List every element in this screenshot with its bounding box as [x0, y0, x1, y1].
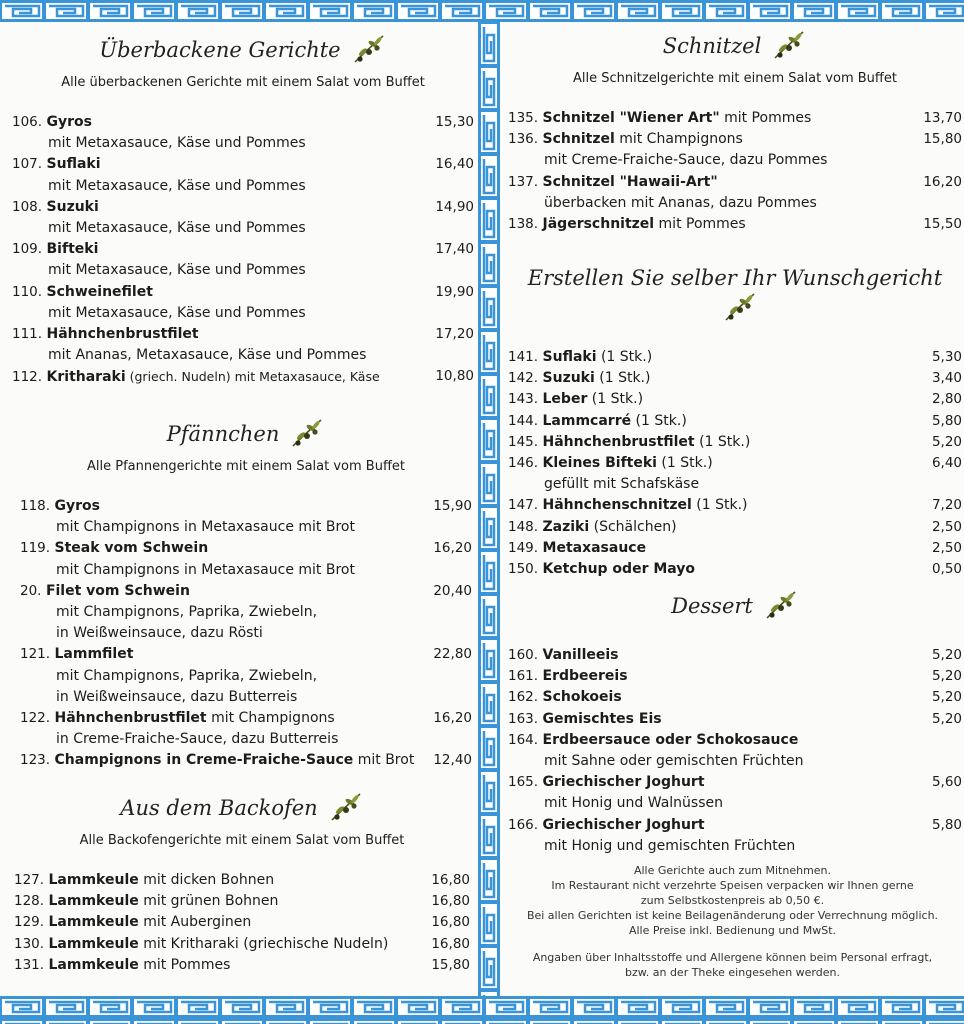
item-name: Suzuki: [542, 370, 595, 387]
item-number: 119.: [20, 540, 51, 557]
menu-item: [12, 366, 474, 387]
olive-branch-icon: [289, 416, 325, 455]
item-number: 131.: [14, 956, 45, 973]
item-extra: mit dicken Bohnen: [138, 872, 275, 888]
menu-item: [508, 815, 962, 836]
item-price: 2,80: [931, 391, 962, 408]
menu-section-pf-nnchen: [20, 416, 472, 771]
item-number: 112.: [12, 369, 43, 386]
item-price: 15,80: [923, 131, 962, 148]
footer-line: Alle Preise inkl. Bedienung und MwSt.: [628, 924, 837, 937]
menu-section-aus-dem-backofen: [14, 790, 470, 976]
item-name: Gyros: [46, 114, 92, 130]
item-extra: mit Pommes: [138, 956, 231, 973]
item-number: 129.: [14, 914, 45, 931]
item-name: Lammkeule: [48, 893, 139, 910]
item-price: 5,80: [931, 412, 962, 429]
menu-item: [508, 368, 962, 389]
menu-item: [14, 934, 470, 955]
menu-item: [14, 870, 470, 891]
item-extra: (Schälchen): [589, 518, 677, 535]
item-price: 2,50: [931, 539, 962, 556]
item-name: Schokoeis: [542, 689, 622, 706]
item-number: 142.: [508, 370, 539, 387]
item-extra: (griech. Nudeln) mit Metaxasauce, Käse: [125, 369, 380, 385]
item-price: 5,20: [931, 710, 962, 727]
section-title-text: Schnitzel: [662, 34, 762, 58]
greek-key-border-bottom: [0, 996, 964, 1024]
item-number: 163.: [508, 710, 539, 727]
menu-item: [12, 112, 474, 133]
item-number: 107.: [12, 156, 43, 173]
menu-item: [12, 197, 474, 218]
item-number: 164.: [508, 731, 539, 748]
footer-line: Angaben über Inhaltsstoffe und Allergene können beim Personal erfragt,: [532, 951, 933, 964]
item-price: 5,20: [931, 668, 962, 685]
menu-item: [508, 517, 962, 538]
item-price: 7,20: [931, 497, 962, 514]
item-name: Lammkeule: [48, 914, 139, 931]
menu-item: [20, 708, 472, 729]
item-extra: (1 Stk.): [587, 391, 644, 408]
item-name: Steak vom Schwein: [54, 540, 209, 557]
footer-line: bzw. an der Theke eingesehen werden.: [625, 966, 840, 979]
item-description: in Weißweinsauce, dazu Rösti: [56, 625, 263, 642]
item-price: 16,80: [431, 914, 470, 931]
section-subtitle: Alle Schnitzelgerichte mit einem Salat vom Buffet: [573, 71, 897, 86]
menu-item: [508, 108, 962, 129]
item-price: 5,60: [931, 774, 962, 791]
item-name: Leber: [542, 391, 588, 408]
footer-line: Alle Gerichte auch zum Mitnehmen.: [633, 864, 832, 877]
menu-item: [20, 644, 472, 665]
item-price: 16,80: [431, 893, 470, 910]
item-price: 16,20: [923, 173, 962, 190]
item-name: Bifteki: [46, 241, 99, 258]
item-price: 16,80: [431, 935, 470, 952]
section-title-text: Überbackene Gerichte: [99, 38, 341, 62]
item-description: mit Champignons, Paprika, Zwiebeln,: [56, 667, 318, 684]
item-number: 20.: [20, 582, 42, 599]
item-number: 122.: [20, 709, 51, 726]
item-price: 0,50: [931, 560, 962, 577]
item-name: Schnitzel "Hawaii-Art": [542, 173, 718, 190]
item-number: 135.: [508, 110, 539, 126]
item-name: Hähnchenbrustfilet: [46, 325, 199, 342]
item-number: 130.: [14, 935, 45, 952]
section-title-text: Pfännchen: [166, 422, 280, 446]
item-name: Kleines Bifteki: [542, 454, 657, 471]
item-number: 138.: [508, 215, 539, 232]
menu-item: [12, 282, 474, 303]
item-extra: mit Champignons: [206, 709, 335, 726]
menu-item: [508, 645, 962, 666]
footer-line: zum Selbstkostenpreis ab 0,50 €.: [640, 894, 825, 907]
menu-item: [508, 453, 962, 474]
item-name: Champignons in Creme-Fraiche-Sauce: [54, 752, 354, 769]
item-name: Lammfilet: [54, 646, 134, 663]
item-name: Zaziki: [542, 518, 590, 535]
menu-section-erstellen-sie-selber-ihr-wunschgericht: [508, 266, 962, 580]
olive-branch-icon: [351, 32, 387, 71]
item-price: 20,40: [433, 582, 472, 599]
item-description: mit Champignons in Metaxasauce mit Brot: [56, 519, 355, 536]
item-name: Erdbeersauce oder Schokosauce: [542, 731, 799, 748]
menu-items: [508, 108, 962, 235]
item-price: 13,70: [923, 110, 962, 126]
menu-item: [20, 538, 472, 559]
section-title: [508, 588, 962, 627]
menu-item: [508, 687, 962, 708]
menu-item: [12, 324, 474, 345]
item-price: 5,20: [931, 433, 962, 450]
item-name: Jägerschnitzel: [542, 215, 655, 232]
menu-item: [12, 154, 474, 175]
item-number: 106.: [12, 114, 43, 130]
item-number: 165.: [508, 774, 539, 791]
section-title-text: Aus dem Backofen: [120, 796, 318, 820]
section-title: [508, 266, 962, 329]
item-number: 128.: [14, 893, 45, 910]
item-name: Lammkeule: [48, 872, 139, 888]
item-number: 166.: [508, 816, 539, 833]
item-price: 16,40: [435, 156, 474, 173]
item-name: Hähnchenbrustfilet: [54, 709, 207, 726]
item-description: mit Metaxasauce, Käse und Pommes: [48, 135, 306, 152]
section-title: [508, 28, 962, 67]
menu-item: [508, 432, 962, 453]
item-number: 136.: [508, 131, 539, 148]
item-price: 15,80: [431, 956, 470, 973]
item-description: mit Metaxasauce, Käse und Pommes: [48, 219, 306, 236]
item-number: 144.: [508, 412, 539, 429]
item-name: Suflaki: [542, 349, 597, 365]
item-name: Schnitzel: [542, 131, 615, 148]
item-extra: (1 Stk.): [596, 349, 653, 365]
item-extra: (1 Stk.): [656, 454, 713, 471]
section-title-text: Erstellen Sie selber Ihr Wunschgericht: [527, 266, 943, 290]
item-price: 16,80: [431, 872, 470, 888]
item-price: 19,90: [435, 283, 474, 300]
item-name: Filet vom Schwein: [45, 582, 190, 599]
footer-line: Im Restaurant nicht verzehrte Speisen verpacken wir Ihnen gerne: [551, 879, 914, 892]
menu-item: [20, 581, 472, 602]
item-description: mit Sahne oder gemischten Früchten: [544, 752, 804, 769]
item-number: 127.: [14, 872, 45, 888]
menu-item: [508, 411, 962, 432]
item-extra: mit Brot: [353, 752, 415, 769]
menu-item: [508, 772, 962, 793]
menu-item: [508, 389, 962, 410]
item-number: 161.: [508, 668, 539, 685]
section-subtitle: Alle Backofengerichte mit einem Salat vom Buffet: [79, 833, 405, 848]
item-name: Lammkeule: [48, 935, 139, 952]
greek-key-border-center: [478, 22, 500, 996]
item-name: Hähnchenbrustfilet: [542, 433, 695, 450]
item-name: Hähnchenschnitzel: [542, 497, 692, 514]
item-extra: (1 Stk.): [691, 497, 748, 514]
menu-item: [14, 912, 470, 933]
item-number: 123.: [20, 752, 51, 769]
item-name: Lammkeule: [48, 956, 139, 973]
item-name: Griechischer Joghurt: [542, 774, 705, 791]
item-price: 15,50: [923, 215, 962, 232]
item-name: Suflaki: [46, 156, 101, 173]
item-name: Suzuki: [46, 198, 99, 215]
olive-branch-icon: [763, 588, 799, 627]
menu-item: [508, 347, 962, 368]
menu-section-berbackene-gerichte: [12, 32, 474, 387]
item-description: in Weißweinsauce, dazu Butterreis: [56, 688, 298, 705]
item-name: Schnitzel "Wiener Art": [542, 110, 720, 126]
item-number: 149.: [508, 539, 539, 556]
item-description: mit Creme-Fraiche-Sauce, dazu Pommes: [544, 152, 828, 169]
item-description: mit Champignons, Paprika, Zwiebeln,: [56, 603, 318, 620]
item-extra: (1 Stk.): [594, 370, 651, 387]
item-extra: mit Pommes: [654, 215, 746, 232]
olive-branch-icon: [722, 290, 758, 329]
menu-item: [14, 891, 470, 912]
item-number: 137.: [508, 173, 539, 190]
menu-item: [508, 129, 962, 150]
menu-item: [508, 730, 962, 751]
item-description: überbacken mit Ananas, dazu Pommes: [544, 194, 817, 211]
item-extra: mit Auberginen: [138, 914, 252, 931]
menu-item: [12, 239, 474, 260]
item-number: 110.: [12, 283, 43, 300]
menu-item: [20, 750, 472, 771]
item-extra: mit Pommes: [719, 110, 812, 126]
item-extra: mit Champignons: [614, 131, 743, 148]
menu-items: [12, 112, 474, 387]
footer-line: Bei allen Gerichten ist keine Beilagenänderung oder Verrechnung möglich.: [526, 909, 939, 922]
section-title: [20, 416, 472, 455]
item-extra: mit Kritharaki (griechische Nudeln): [138, 935, 389, 952]
menu-items: [20, 496, 472, 771]
menu-section-schnitzel: [508, 28, 962, 235]
item-number: 148.: [508, 518, 539, 535]
item-number: 150.: [508, 560, 539, 577]
menu-item: [508, 709, 962, 730]
item-number: 147.: [508, 497, 539, 514]
section-subtitle: Alle überbackenen Gerichte mit einem Salat vom Buffet: [61, 75, 425, 90]
item-price: 15,30: [435, 114, 474, 130]
item-number: 143.: [508, 391, 539, 408]
item-extra: mit grünen Bohnen: [138, 893, 279, 910]
item-description: gefüllt mit Schafskäse: [544, 476, 700, 493]
item-description: mit Champignons in Metaxasauce mit Brot: [56, 561, 355, 578]
menu-item: [20, 496, 472, 517]
section-title: [12, 32, 474, 71]
item-price: 17,40: [435, 241, 474, 258]
item-name: Gemischtes Eis: [542, 710, 662, 727]
olive-branch-icon: [771, 28, 807, 67]
item-number: 108.: [12, 198, 43, 215]
item-number: 145.: [508, 433, 539, 450]
greek-key-border-top: [0, 0, 964, 22]
item-price: 17,20: [435, 325, 474, 342]
item-number: 146.: [508, 454, 539, 471]
item-price: 6,40: [931, 454, 962, 471]
menu-item: [14, 955, 470, 976]
item-price: 2,50: [931, 518, 962, 535]
item-number: 141.: [508, 349, 539, 365]
item-number: 121.: [20, 646, 51, 663]
item-price: 16,20: [433, 540, 472, 557]
item-name: Kritharaki: [46, 369, 126, 386]
item-price: 16,20: [433, 709, 472, 726]
item-description: mit Ananas, Metaxasauce, Käse und Pommes: [48, 347, 367, 364]
item-price: 10,80: [435, 368, 474, 385]
item-price: 5,20: [931, 647, 962, 663]
olive-branch-icon: [328, 790, 364, 829]
menu-item: [508, 214, 962, 235]
menu-item: [508, 666, 962, 687]
item-number: 118.: [20, 498, 51, 514]
item-name: Vanilleeis: [542, 647, 619, 663]
item-price: 5,80: [931, 816, 962, 833]
item-price: 5,30: [931, 349, 962, 365]
item-name: Erdbeereis: [542, 668, 628, 685]
item-price: 15,90: [433, 498, 472, 514]
item-price: 5,20: [931, 689, 962, 706]
item-description: mit Metaxasauce, Käse und Pommes: [48, 262, 306, 279]
menu-items: [14, 870, 470, 976]
item-price: 3,40: [931, 370, 962, 387]
menu-items: [508, 645, 962, 857]
item-name: Griechischer Joghurt: [542, 816, 705, 833]
item-description: in Creme-Fraiche-Sauce, dazu Butterreis: [56, 731, 339, 748]
section-title-text: Dessert: [671, 594, 753, 618]
item-description: mit Honig und gemischten Früchten: [544, 837, 796, 854]
item-description: mit Metaxasauce, Käse und Pommes: [48, 177, 306, 194]
item-name: Gyros: [54, 498, 100, 514]
menu-items: [508, 347, 962, 580]
item-name: Metaxasauce: [542, 539, 647, 556]
item-extra: (1 Stk.): [631, 412, 687, 429]
item-description: mit Metaxasauce, Käse und Pommes: [48, 304, 306, 321]
item-name: Lammcarré: [542, 412, 632, 429]
menu-item: [508, 538, 962, 559]
menu-item: [508, 172, 962, 193]
menu-item: [508, 559, 962, 580]
item-price: 14,90: [435, 198, 474, 215]
section-subtitle: Alle Pfannengerichte mit einem Salat vom Buffet: [87, 459, 405, 474]
item-name: Schweinefilet: [46, 283, 153, 300]
item-number: 109.: [12, 241, 43, 258]
menu-section-dessert: [508, 588, 962, 857]
item-number: 111.: [12, 325, 43, 342]
item-extra: (1 Stk.): [694, 433, 751, 450]
section-title: [14, 790, 470, 829]
item-price: 22,80: [433, 646, 472, 663]
item-name: Ketchup oder Mayo: [542, 560, 696, 577]
item-number: 162.: [508, 689, 539, 706]
footer-notes: [505, 863, 960, 980]
menu-item: [508, 495, 962, 516]
item-description: mit Honig und Walnüssen: [544, 795, 723, 812]
item-price: 12,40: [433, 752, 472, 769]
item-number: 160.: [508, 647, 539, 663]
